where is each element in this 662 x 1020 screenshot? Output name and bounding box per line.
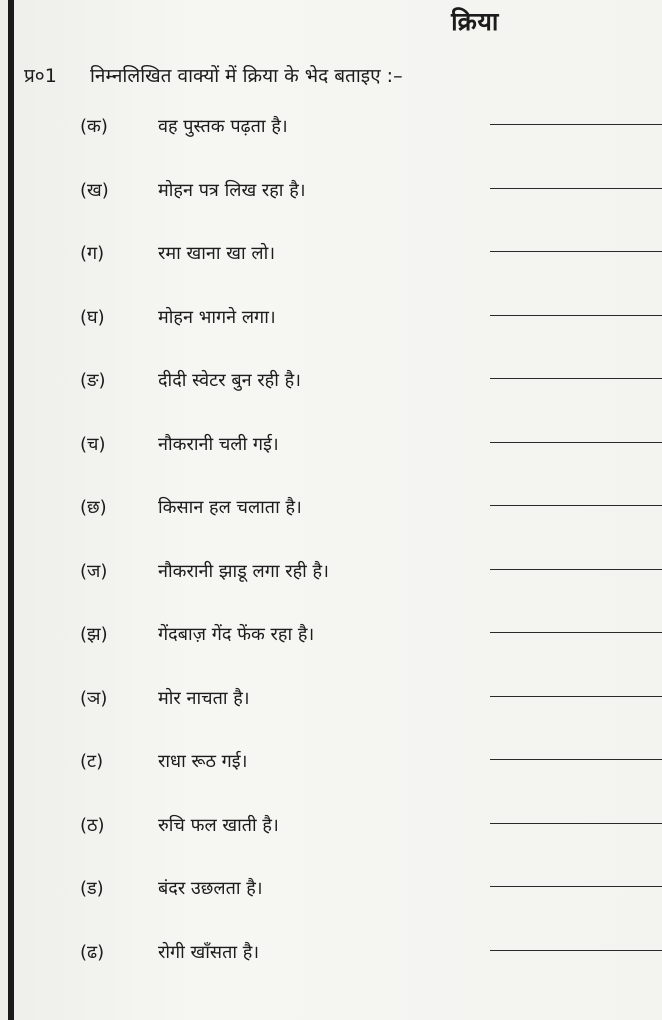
item-sentence: मोहन पत्र लिख रहा है। [158,179,306,201]
list-item [80,549,662,613]
item-marker: (ख) [80,179,109,201]
item-sentence: किसान हल चलाता है। [158,497,302,518]
answer-blank[interactable] [490,823,662,824]
answer-blank[interactable] [490,124,662,125]
item-sentence: वह पुस्तक पढ़ता है। [158,116,288,137]
item-marker: (क) [80,116,108,137]
item-sentence: मोर नाचता है। [158,687,250,709]
item-sentence: मोहन भागने लगा। [158,306,276,328]
item-marker: (ञ) [80,687,108,709]
answer-blank[interactable] [490,569,662,570]
list-item [80,930,662,994]
question-number: प्र०1 [24,65,57,87]
answer-blank[interactable] [490,759,662,760]
item-sentence: रुचि फल खाती है। [158,814,279,836]
answer-blank[interactable] [490,251,662,252]
answer-blank[interactable] [490,632,662,633]
item-sentence: रमा खाना खा लो। [158,243,276,264]
item-marker: (झ) [80,624,108,645]
answer-blank[interactable] [490,505,662,506]
item-sentence: राधा रूठ गई। [158,751,248,772]
item-sentence: दीदी स्वेटर बुन रही है। [158,370,301,391]
list-item [80,739,662,803]
item-marker: (ढ) [80,941,105,963]
list-item [80,422,662,486]
item-marker: (ड) [80,878,104,899]
list-item [80,612,662,676]
list-item [80,485,662,549]
question-text: निम्नलिखित वाक्यों में क्रिया के भेद बताइए :– [90,65,403,87]
item-sentence: नौकरानी झाडू लगा रही है। [158,560,329,582]
worksheet-title: क्रिया [451,7,499,36]
item-sentence: रोगी खाँसता है। [158,941,260,963]
item-marker: (ग) [80,243,105,264]
list-item [80,231,662,295]
answer-blank[interactable] [490,442,662,443]
item-marker: (ज) [80,560,108,582]
sentence-list [80,104,662,993]
answer-blank[interactable] [490,188,662,189]
list-item [80,676,662,740]
item-marker: (ङ) [80,370,106,391]
item-marker: (छ) [80,497,107,518]
item-marker: (च) [80,433,106,455]
answer-blank[interactable] [490,696,662,697]
answer-blank[interactable] [490,886,662,887]
list-item [80,168,662,232]
item-sentence: बंदर उछलता है। [158,878,263,899]
list-item [80,866,662,930]
left-margin-border [8,0,14,1020]
item-marker: (घ) [80,306,105,328]
list-item [80,358,662,422]
question-heading [24,62,403,88]
item-sentence: नौकरानी चली गई। [158,433,279,455]
item-sentence: गेंदबाज़ गेंद फेंक रहा है। [158,624,315,645]
answer-blank[interactable] [490,378,662,379]
list-item [80,803,662,867]
answer-blank[interactable] [490,950,662,951]
item-marker: (ट) [80,751,104,772]
answer-blank[interactable] [490,315,662,316]
list-item [80,295,662,359]
list-item [80,104,662,168]
item-marker: (ठ) [80,814,105,836]
